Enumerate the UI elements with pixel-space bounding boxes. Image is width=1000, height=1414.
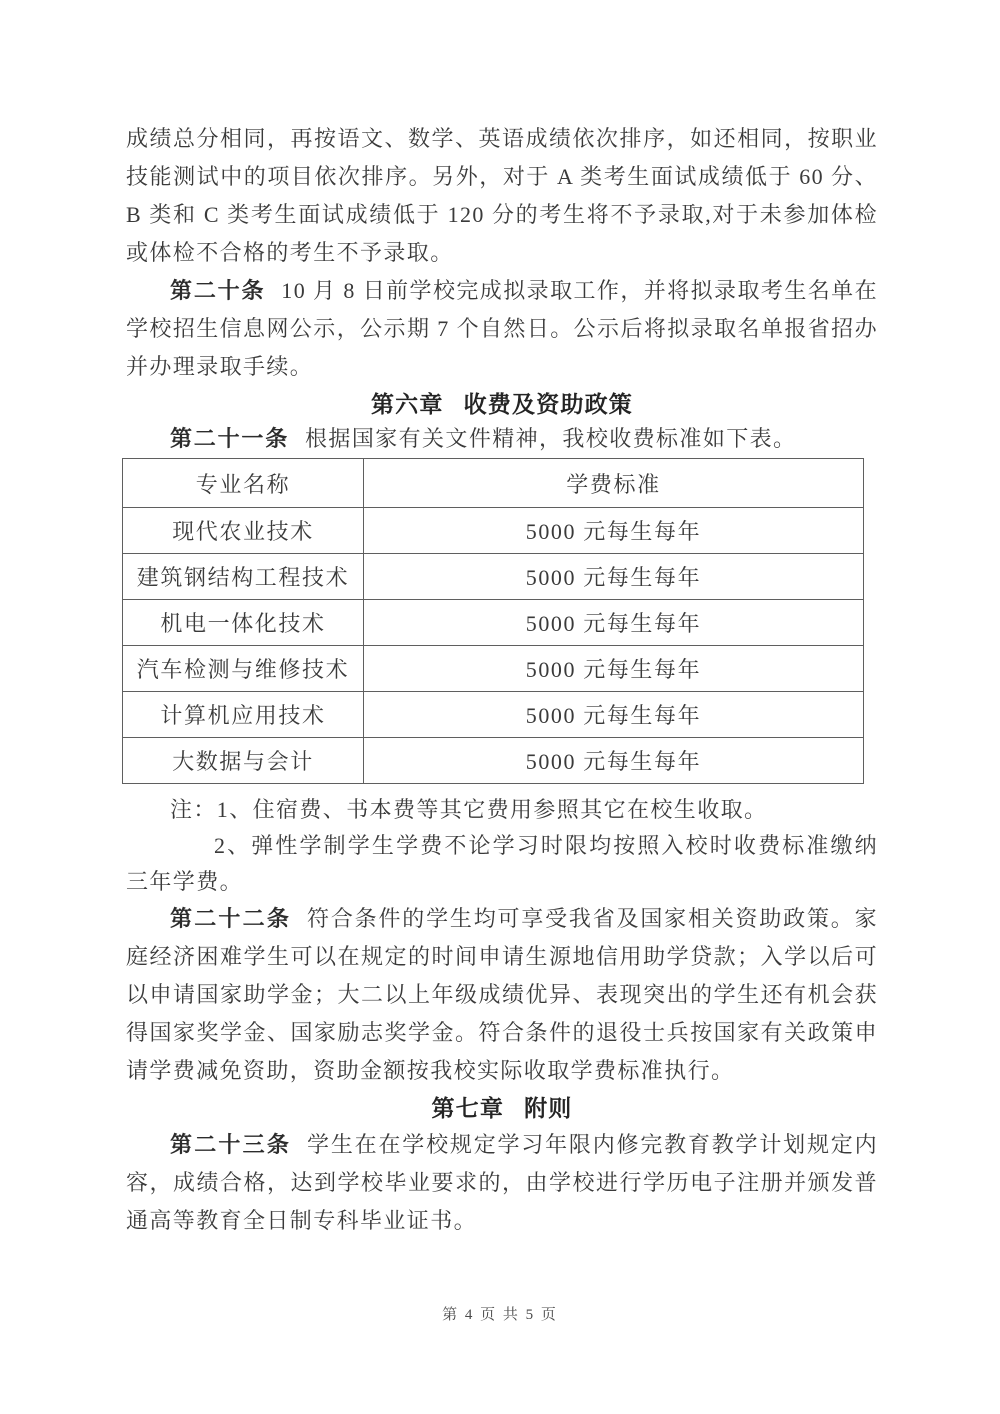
article-21-label: 第二十一条 (170, 426, 290, 451)
major-cell: 计算机应用技术 (123, 692, 364, 738)
chapter-6-label: 第六章 (370, 391, 444, 417)
chapter-6-title: 收费及资助政策 (463, 391, 633, 417)
table-row (123, 554, 864, 600)
article-20-label: 第二十条 (170, 278, 266, 303)
page-number: 第 4 页 共 5 页 (442, 1307, 558, 1323)
chapter-7-title: 附则 (524, 1095, 573, 1121)
notes-line-2: 2、弹性学制学生学费不论学习时限均按照入校时收费标准缴纳三年学费。 (126, 833, 878, 894)
major-cell: 建筑钢结构工程技术 (123, 554, 364, 600)
fee-cell: 5000 元每生每年 (364, 600, 864, 646)
table-row (123, 600, 864, 646)
continuation-paragraph: 成绩总分相同，再按语文、数学、英语成绩依次排序，如还相同，按职业技能测试中的项目依次排序。另外，对于 A 类考生面试成绩低于 60 分、B 类和 C 类考生面试成绩低于 120 分的考生将不予录取,对于未参加体检或体检不合格的考生不予录取。 (126, 126, 878, 265)
table-row (123, 692, 864, 738)
chapter-7-label: 第七章 (431, 1095, 505, 1121)
notes-line-1: 注：1、住宿费、书本费等其它费用参照其它在校生收取。 (170, 797, 768, 822)
fee-table-header-fee: 学费标准 (364, 459, 864, 508)
article-23-paragraph (126, 1126, 878, 1240)
article-22-paragraph (126, 900, 878, 1090)
article-20-text: 10 月 8 日前学校完成拟录取工作，并将拟录取考生名单在学校招生信息网公示，公示期 7 个自然日。公示后将拟录取名单报省招办并办理录取手续。 (126, 278, 878, 379)
article-23-text: 学生在在学校规定学习年限内修完教育教学计划规定内容，成绩合格，达到学校毕业要求的，由学校进行学历电子注册并颁发普通高等教育全日制专科毕业证书。 (126, 1132, 878, 1233)
article-21-paragraph (126, 422, 878, 456)
table-row (123, 508, 864, 554)
fee-table (122, 458, 864, 784)
article-23-label: 第二十三条 (170, 1132, 292, 1157)
article-20-paragraph (126, 272, 878, 386)
chapter-6-heading (126, 386, 878, 422)
fee-table-header-major: 专业名称 (123, 459, 364, 508)
chapter-7-heading (126, 1090, 878, 1126)
fee-cell: 5000 元每生每年 (364, 554, 864, 600)
major-cell: 现代农业技术 (123, 508, 364, 554)
article-22-text: 符合条件的学生均可享受我省及国家相关资助政策。家庭经济困难学生可以在规定的时间申请生源地信用助学贷款；入学以后可以申请国家助学金；大二以上年级成绩优异、表现突出的学生还有机会获得国家奖学金、国家励志奖学金。符合条件的退役士兵按国家有关政策申请学费减免资助，资助金额按我校实际收取学费标准执行。 (126, 906, 878, 1083)
fee-cell: 5000 元每生每年 (364, 508, 864, 554)
article-22-label: 第二十二条 (170, 906, 292, 931)
table-row (123, 646, 864, 692)
major-cell: 大数据与会计 (123, 738, 364, 784)
table-row (123, 738, 864, 784)
major-cell: 机电一体化技术 (123, 600, 364, 646)
document-body (126, 0, 878, 1240)
fee-cell: 5000 元每生每年 (364, 646, 864, 692)
major-cell: 汽车检测与维修技术 (123, 646, 364, 692)
fee-cell: 5000 元每生每年 (364, 738, 864, 784)
fee-table-header-row (123, 459, 864, 508)
article-21-text: 根据国家有关文件精神，我校收费标准如下表。 (305, 426, 797, 451)
fee-cell: 5000 元每生每年 (364, 692, 864, 738)
